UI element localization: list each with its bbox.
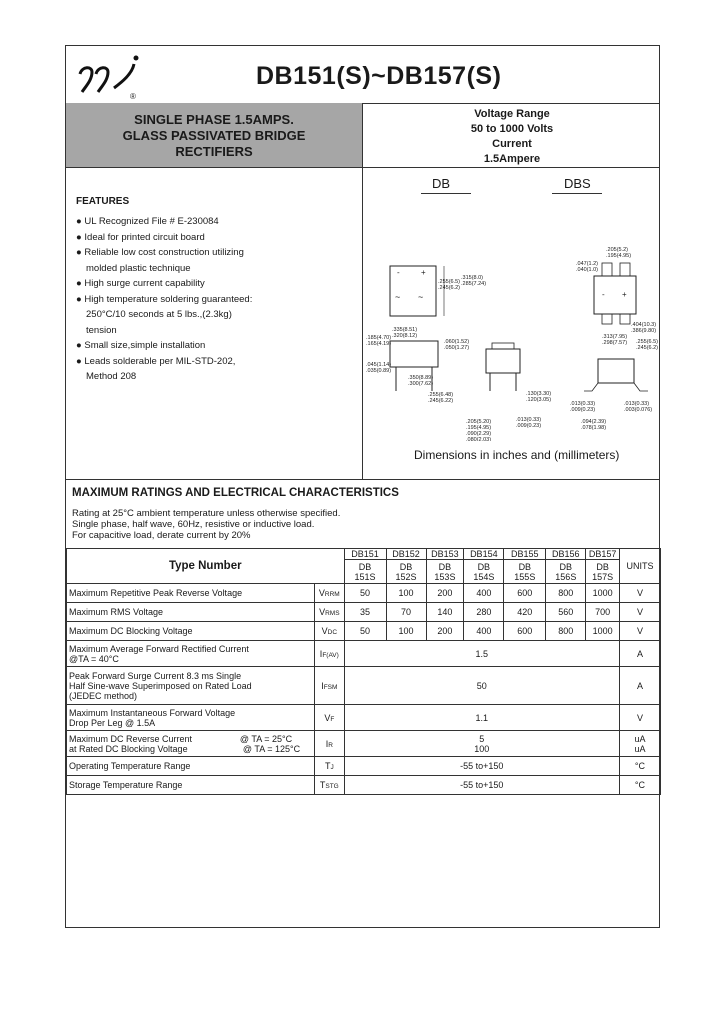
value-cell: 50 xyxy=(344,622,386,641)
dim-label: .315(8.0) xyxy=(461,275,484,281)
part-number-s-header: DB 152S xyxy=(386,560,426,584)
dim-label: .386(9.80) xyxy=(631,328,657,334)
units-header: UNITS xyxy=(619,549,660,584)
type-number-header: Type Number xyxy=(67,549,345,584)
ratings-summary-box xyxy=(363,103,661,171)
dim-label: .009(0.23) xyxy=(516,423,542,429)
symbol: IF(AV) xyxy=(315,641,344,667)
characteristics-table xyxy=(66,548,661,795)
part-number-header: DB156 xyxy=(546,549,586,560)
package-dimension-drawing xyxy=(366,191,661,441)
dim-label: .205(5.20) xyxy=(466,419,492,425)
dim-label: .050(1.27) xyxy=(444,345,470,351)
feature-item-continued: tension xyxy=(86,324,117,336)
dimensions-caption: Dimensions in inches and (millimeters) xyxy=(414,448,620,462)
dbs-side-view xyxy=(570,359,652,431)
feature-item-continued: molded plastic technique xyxy=(86,262,191,274)
current-label: Current xyxy=(492,138,532,150)
voltage-range-value: 50 to 1000 Volts xyxy=(470,123,554,135)
symbol: VRRM xyxy=(315,584,344,603)
dim-label: .045(1.14) xyxy=(366,362,392,368)
feature-item: ● Reliable low cost construction utilizing xyxy=(76,247,244,258)
dim-label: .205(5.2) xyxy=(606,247,629,253)
rating-note: For capacitive load, derate current by 20% xyxy=(72,530,251,541)
value-cell: 200 xyxy=(426,622,464,641)
dim-label: .255(6.48) xyxy=(428,392,454,398)
dim-label: .245(6.22) xyxy=(428,398,454,404)
symbol: VF xyxy=(315,705,344,731)
minus-symbol: - xyxy=(397,268,400,277)
value-cell: 1000 xyxy=(586,622,620,641)
table-row xyxy=(67,584,661,603)
table-row xyxy=(67,641,661,667)
dim-label: .298(7.57) xyxy=(602,340,628,346)
dbs-top-view xyxy=(576,247,658,351)
dim-label: .313(7.95) xyxy=(602,334,628,340)
value-cell: 100 xyxy=(386,584,426,603)
dim-label: .245(6.2) xyxy=(636,345,659,351)
minus-symbol: - xyxy=(602,290,605,299)
dim-label: .040(1.0) xyxy=(576,267,599,273)
value-cell: 800 xyxy=(546,584,586,603)
page-title: DB151(S)~DB157(S) xyxy=(256,62,502,90)
parameter-name: Maximum DC Blocking Voltage xyxy=(67,622,315,641)
db-package-label: DB xyxy=(432,176,451,191)
dim-label: .255(6.5) xyxy=(636,339,659,345)
dim-label: .078(1.98) xyxy=(581,425,607,431)
product-description-box xyxy=(66,103,363,167)
dim-label: .003(0.076) xyxy=(624,407,653,413)
current-value: 1.5Ampere xyxy=(483,153,541,165)
dim-label: .320(8.12) xyxy=(392,333,418,339)
datasheet-sheet xyxy=(65,45,660,928)
dim-label: .195(4.95) xyxy=(466,425,492,431)
value-cell: 70 xyxy=(386,603,426,622)
dim-label: .350(8.89) xyxy=(408,375,434,381)
table-row xyxy=(67,776,661,795)
symbol: VDC xyxy=(315,622,344,641)
feature-item-continued: 250°C/10 seconds at 5 lbs.,(2.3kg) xyxy=(86,309,232,320)
dim-label: .404(10.3) xyxy=(631,322,657,328)
unit-cell: V xyxy=(619,622,660,641)
unit-cell: uA uA xyxy=(619,731,660,757)
part-number-s-header: DB 151S xyxy=(344,560,386,584)
parameter-name: Maximum Average Forward Rectified Current @TA = 40°C xyxy=(67,641,315,667)
parameter-name: Maximum RMS Voltage xyxy=(67,603,315,622)
value-cell: 1.5 xyxy=(344,641,619,667)
dim-label: .013(0.33) xyxy=(624,401,650,407)
db-end-view xyxy=(466,343,551,441)
dbs-package-label: DBS xyxy=(564,176,591,191)
dim-label: .080(2.03) xyxy=(466,437,492,441)
plus-symbol: + xyxy=(421,268,426,277)
value-cell: 700 xyxy=(586,603,620,622)
value-cell: 5 100 xyxy=(344,731,619,757)
ratings-notes xyxy=(72,508,340,541)
dim-label: .130(3.30) xyxy=(526,391,552,397)
unit-cell: A xyxy=(619,667,660,705)
value-cell: 560 xyxy=(546,603,586,622)
feature-item: ● Ideal for printed circuit board xyxy=(76,231,205,243)
parameter-name: Maximum DC Reverse Current @ TA = 25°C at Rated DC Blocking Voltage @ TA = 125°C xyxy=(67,731,315,757)
value-cell: 420 xyxy=(504,603,546,622)
value-cell: 600 xyxy=(504,584,546,603)
product-line-1: SINGLE PHASE 1.5AMPS. xyxy=(134,112,294,127)
parameter-name: Peak Forward Surge Current 8.3 ms Single Half Sine-wave Superimposed on Rated Load (JEDEC method) xyxy=(67,667,315,705)
dim-label: .300(7.62) xyxy=(408,381,434,387)
dim-label: .090(2.29) xyxy=(466,431,492,437)
value-cell: 400 xyxy=(464,584,504,603)
parameter-name: Storage Temperature Range xyxy=(67,776,315,795)
dim-label: .060(1.52) xyxy=(444,339,470,345)
table-row xyxy=(67,705,661,731)
part-number-header: DB157 xyxy=(586,549,620,560)
ac-symbol: ~ xyxy=(418,292,424,302)
value-cell: 35 xyxy=(344,603,386,622)
dim-label: .195(4.95) xyxy=(606,253,632,259)
divider xyxy=(66,479,659,480)
dim-label: .285(7.24) xyxy=(461,281,487,287)
unit-cell: V xyxy=(619,705,660,731)
part-number-header: DB154 xyxy=(464,549,504,560)
part-number-s-header: DB 154S xyxy=(464,560,504,584)
dim-label: .035(0.89) xyxy=(366,368,392,374)
dim-label: .013(0.33) xyxy=(516,417,542,423)
registered-mark: ® xyxy=(130,92,136,101)
parameter-name: Maximum Repetitive Peak Reverse Voltage xyxy=(67,584,315,603)
value-cell: 50 xyxy=(344,584,386,603)
divider-vertical xyxy=(362,167,363,479)
value-cell: 140 xyxy=(426,603,464,622)
dim-label: .335(8.51) xyxy=(392,327,418,333)
part-number-s-header: DB 157S xyxy=(586,560,620,584)
dim-label: .255(6.5) xyxy=(438,279,461,285)
unit-cell: V xyxy=(619,584,660,603)
db-top-view xyxy=(390,266,486,316)
table-row xyxy=(67,757,661,776)
symbol: IFSM xyxy=(315,667,344,705)
ratings-title: MAXIMUM RATINGS AND ELECTRICAL CHARACTERISTICS xyxy=(72,487,399,499)
dim-label: .009(0.23) xyxy=(570,407,596,413)
unit-cell: A xyxy=(619,641,660,667)
ac-symbol: ~ xyxy=(395,292,401,302)
product-line-2: GLASS PASSIVATED BRIDGE xyxy=(122,128,306,143)
parameter-name: Maximum Instantaneous Forward Voltage Drop Per Leg @ 1.5A xyxy=(67,705,315,731)
feature-item: ● High surge current capability xyxy=(76,278,205,289)
symbol: TJ xyxy=(315,757,344,776)
unit-cell: °C xyxy=(619,776,660,795)
part-number-s-header: DB 153S xyxy=(426,560,464,584)
part-number-header: DB153 xyxy=(426,549,464,560)
symbol: TSTG xyxy=(315,776,344,795)
table-row xyxy=(67,622,661,641)
value-cell: 280 xyxy=(464,603,504,622)
feature-item: ● UL Recognized File # E-230084 xyxy=(76,216,219,227)
company-logo xyxy=(72,52,142,102)
feature-item: ● Leads solderable per MIL-STD-202, xyxy=(76,355,236,367)
parameter-name: Operating Temperature Range xyxy=(67,757,315,776)
part-number-header: DB151 xyxy=(344,549,386,560)
value-cell: -55 to+150 xyxy=(344,776,619,795)
feature-item: ● Small size,simple installation xyxy=(76,340,206,351)
table-row xyxy=(67,731,661,757)
rating-note: Single phase, half wave, 60Hz, resistive or inductive load. xyxy=(72,519,315,530)
part-number-header: DB155 xyxy=(504,549,546,560)
value-cell: 1.1 xyxy=(344,705,619,731)
part-number-s-header: DB 155S xyxy=(504,560,546,584)
symbol: VRMS xyxy=(315,603,344,622)
value-cell: 200 xyxy=(426,584,464,603)
dim-label: .120(3.05) xyxy=(526,397,552,403)
features-title: FEATURES xyxy=(76,196,130,207)
unit-cell: °C xyxy=(619,757,660,776)
part-number-header: DB152 xyxy=(386,549,426,560)
table-row xyxy=(67,667,661,705)
dim-label: .094(2.39) xyxy=(581,419,607,425)
product-line-3: RECTIFIERS xyxy=(175,144,253,159)
dim-label: .047(1.2) xyxy=(576,261,599,267)
value-cell: 50 xyxy=(344,667,619,705)
value-cell: 100 xyxy=(386,622,426,641)
features-list xyxy=(76,214,326,385)
db-side-view xyxy=(366,327,469,404)
rating-note: Rating at 25°C ambient temperature unless otherwise specified. xyxy=(72,508,341,519)
feature-item: ● High temperature soldering guaranteed: xyxy=(76,293,253,305)
voltage-range-label: Voltage Range xyxy=(474,108,550,120)
value-cell: 800 xyxy=(546,622,586,641)
table-row xyxy=(67,603,661,622)
dim-label: .245(6.2) xyxy=(438,285,461,291)
dim-label: .165(4.19) xyxy=(366,341,392,347)
value-cell: -55 to+150 xyxy=(344,757,619,776)
dim-label: .013(0.33) xyxy=(570,401,596,407)
unit-cell: V xyxy=(619,603,660,622)
value-cell: 600 xyxy=(504,622,546,641)
plus-symbol: + xyxy=(622,290,627,299)
dim-label: .185(4.70) xyxy=(366,335,392,341)
value-cell: 1000 xyxy=(586,584,620,603)
part-number-s-header: DB 156S xyxy=(546,560,586,584)
symbol: IR xyxy=(315,731,344,757)
feature-item-continued: Method 208 xyxy=(86,371,137,382)
value-cell: 400 xyxy=(464,622,504,641)
